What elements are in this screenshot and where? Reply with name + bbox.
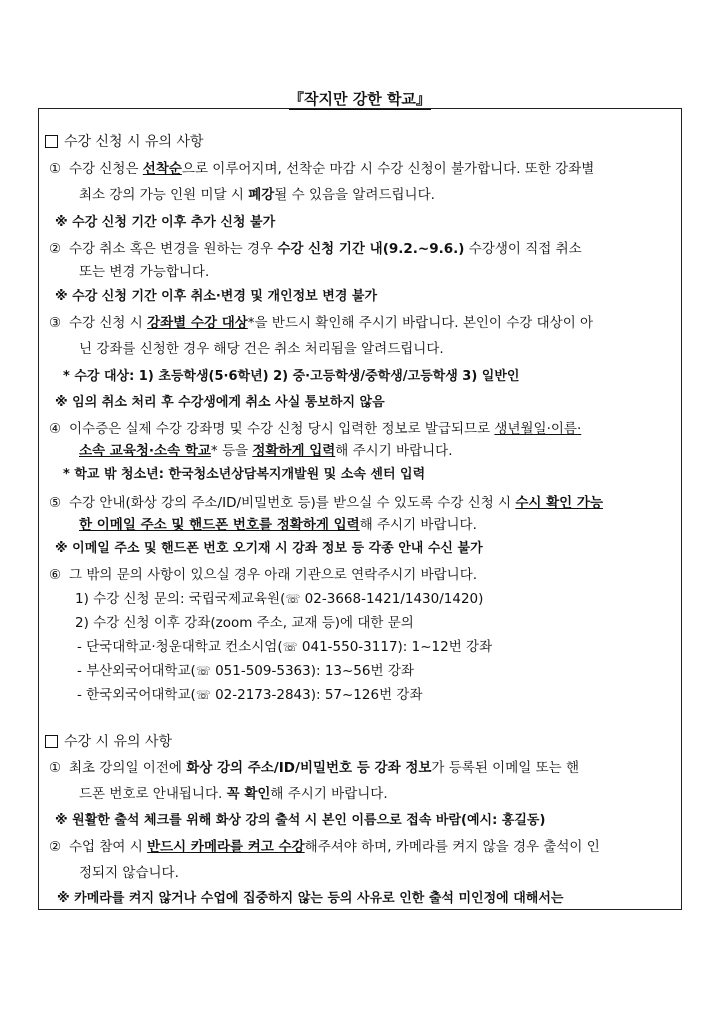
item-6 — [49, 563, 477, 583]
phone-icon: ☏ — [195, 688, 211, 702]
checkbox-square-icon — [45, 735, 58, 748]
item-2-line-2: 또는 변경 가능합니다. — [79, 264, 210, 280]
item-4-line-1 — [49, 417, 581, 437]
item-3-line-2: 닌 강좌를 신청한 경우 해당 건은 취소 처리됨을 알려드립니다. — [79, 341, 444, 357]
emphasis: 폐강 — [248, 187, 275, 203]
phone-icon: ☏ — [282, 640, 298, 654]
text: 해주셔야 하며, 카메라를 켜지 않을 경우 출석이 인 — [304, 839, 600, 855]
section-heading-attendance — [45, 731, 172, 751]
section-heading-registration — [45, 131, 204, 151]
item-number: ① — [49, 161, 62, 177]
item-number: ③ — [49, 315, 62, 331]
text: 수강 신청은 — [69, 161, 143, 177]
text: 그 밖의 문의 사항이 있으실 경우 아래 기관으로 연락주시기 바랍니다. — [69, 567, 478, 583]
contact-busan — [77, 659, 414, 679]
s2-item-2-line-2: 정되지 않습니다. — [79, 865, 179, 881]
emphasis: 반드시 카메라를 켜고 수강 — [147, 839, 305, 855]
emphasis: 생년월일·이름· — [494, 421, 582, 437]
item-number: ④ — [49, 421, 62, 437]
item-number: ① — [49, 760, 62, 776]
note-camera-off: ※ 카메라를 켜지 않거나 수업에 집중하지 않는 등의 사유로 인한 출석 미인정에 대해서는 — [57, 891, 564, 906]
text: 수강생이 직접 취소 — [464, 241, 582, 257]
text: 041-550-3117): 1~12번 강좌 — [297, 639, 493, 655]
s2-item-1-line-1 — [49, 756, 579, 776]
text: * 등을 — [210, 443, 253, 459]
emphasis: 꼭 확인 — [226, 786, 271, 802]
emphasis: 한 이메일 주소 및 핸드폰 번호를 정확하게 입력 — [79, 517, 360, 533]
text: 최소 강의 가능 인원 미달 시 — [79, 187, 249, 203]
item-4-line-2 — [79, 439, 452, 459]
text: 수강 안내(화상 강의 주소/ID/비밀번호 등)를 받으실 수 있도록 수강 신청 시 — [69, 495, 516, 511]
item-5-line-2 — [79, 513, 477, 533]
note-no-cancel-change: ※ 수강 신청 기간 이후 취소·변경 및 개인정보 변경 불가 — [55, 289, 378, 304]
text: 02-2173-2843): 57~126번 강좌 — [210, 687, 423, 703]
item-number: ② — [49, 241, 62, 257]
text: 1) 수강 신청 문의: 국립국제교육원( — [75, 591, 286, 607]
emphasis: 선착순 — [142, 161, 182, 177]
note-no-cancel-notice: ※ 임의 취소 처리 후 수강생에게 취소 사실 통보하지 않음 — [55, 395, 385, 410]
contact-course-inquiry-title: 2) 수강 신청 이후 강좌(zoom 주소, 교재 등)에 대한 문의 — [75, 615, 414, 631]
text: 드폰 번호로 안내됩니다. — [79, 786, 227, 802]
item-5-line-1 — [49, 491, 603, 511]
item-1-line-2 — [79, 183, 435, 203]
text: 수업 참여 시 — [69, 839, 148, 855]
contact-registration — [75, 587, 483, 607]
text: - 부산외국어대학교( — [77, 663, 196, 679]
s2-item-1-line-2 — [79, 782, 388, 802]
emphasis: 정확하게 입력 — [252, 443, 336, 459]
emphasis: 수강 신청 기간 내(9.2.~9.6.) — [277, 241, 465, 257]
text: 가 등록된 이메일 또는 핸 — [431, 760, 579, 776]
page-title — [0, 88, 720, 109]
contact-hufs — [77, 683, 422, 703]
text: 이수증은 실제 수강 강좌명 및 수강 신청 당시 입력한 정보로 발급되므로 — [69, 421, 495, 437]
text: - 한국외국어대학교( — [77, 687, 196, 703]
item-number: ⑥ — [49, 567, 62, 583]
text: 해 주시기 바랍니다. — [335, 443, 453, 459]
note-wrong-contact: ※ 이메일 주소 및 핸드폰 번호 오기재 시 강좌 정보 등 각종 안내 수신 불가 — [55, 541, 483, 556]
item-2-line-1 — [49, 237, 582, 257]
contact-dankook — [77, 635, 492, 655]
text: 02-3668-1421/1430/1420) — [300, 591, 484, 607]
text: 될 수 있음을 알려드립니다. — [274, 187, 435, 203]
text: 해 주시기 바랍니다. — [359, 517, 477, 533]
item-3-line-1 — [49, 311, 593, 331]
text: 수강 취소 혹은 변경을 원하는 경우 — [69, 241, 278, 257]
text: 으로 이루어지며, 선착순 마감 시 수강 신청이 불가합니다. 또한 강좌별 — [181, 161, 595, 177]
phone-icon: ☏ — [195, 664, 211, 678]
text: 최초 강의일 이전에 — [69, 760, 187, 776]
phone-icon: ☏ — [285, 592, 301, 606]
text: 해 주시기 바랍니다. — [270, 786, 388, 802]
checkbox-square-icon — [45, 135, 58, 148]
item-number: ② — [49, 839, 62, 855]
page-title-text: 『작지만 강한 학교』 — [289, 90, 431, 108]
text: 수강 신청 시 — [69, 315, 148, 331]
s2-item-2-line-1 — [49, 835, 600, 855]
note-target-audience: * 수강 대상: 1) 초등학생(5·6학년) 2) 중·고등학생/중학생/고등학생 3) 일반인 — [63, 369, 520, 384]
text: *을 반드시 확인해 주시기 바랍니다. 본인이 수강 대상이 아 — [247, 315, 594, 331]
section-heading-text: 수강 시 유의 사항 — [64, 734, 173, 750]
emphasis: 강좌별 수강 대상 — [147, 315, 248, 331]
emphasis: 소속 교육청·소속 학교 — [79, 443, 211, 459]
note-out-of-school-youth: * 학교 밖 청소년: 한국청소년상담복지개발원 및 소속 센터 입력 — [63, 467, 426, 482]
item-1-line-1 — [49, 157, 594, 177]
section-heading-text: 수강 신청 시 유의 사항 — [64, 134, 204, 150]
text: 051-509-5363): 13~56번 강좌 — [210, 663, 414, 679]
note-attendance-name: ※ 원활한 출석 체크를 위해 화상 강의 출석 시 본인 이름으로 접속 바람(예시: 홍길동) — [55, 813, 546, 828]
emphasis: 수시 확인 가능 — [515, 495, 604, 511]
notice-box — [38, 108, 682, 910]
note-no-late-registration: ※ 수강 신청 기간 이후 추가 신청 불가 — [55, 215, 276, 230]
emphasis: 화상 강의 주소/ID/비밀번호 등 강좌 정보 — [186, 760, 432, 776]
text: - 단국대학교·청운대학교 컨소시엄( — [77, 639, 283, 655]
item-number: ⑤ — [49, 495, 62, 511]
